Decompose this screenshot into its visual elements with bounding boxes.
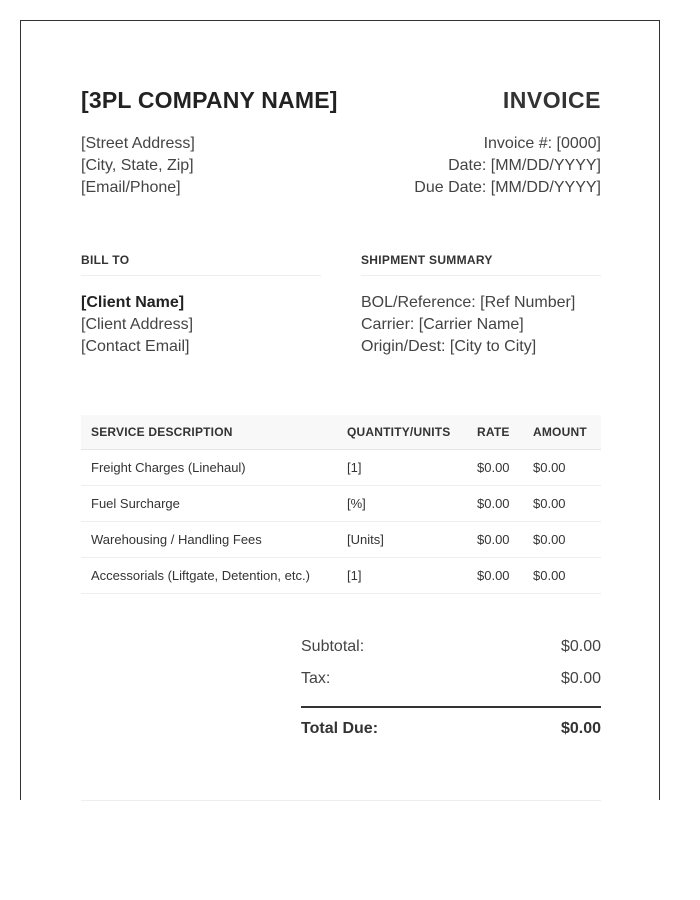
row-rate: $0.00 (467, 558, 523, 594)
row-rate: $0.00 (467, 522, 523, 558)
row-rate: $0.00 (467, 486, 523, 522)
table-header-row (81, 415, 601, 450)
tax-row (301, 668, 601, 690)
invoice-title: INVOICE (502, 87, 601, 113)
row-quantity: [1] (337, 450, 467, 486)
invoice-due-date: Due Date: [MM/DD/YYYY] (414, 179, 601, 196)
row-description: Accessorials (Liftgate, Detention, etc.) (81, 558, 337, 594)
table-row (81, 450, 601, 486)
row-description: Fuel Surcharge (81, 486, 337, 522)
totals-divider (301, 706, 601, 708)
tax-value: $0.00 (560, 670, 601, 687)
total-due-value: $0.00 (560, 720, 601, 737)
invoice-date: Date: [MM/DD/YYYY] (448, 157, 601, 174)
company-street: [Street Address] (81, 135, 195, 152)
address-block (81, 133, 601, 199)
column-header-rate: RATE (467, 415, 523, 450)
invoice-number: Invoice #: [0000] (483, 135, 601, 152)
row-amount: $0.00 (523, 486, 601, 522)
bol-reference: BOL/Reference: [Ref Number] (361, 294, 576, 311)
subtotal-value: $0.00 (560, 638, 601, 655)
client-name: [Client Name] (81, 294, 185, 311)
total-due-label: Total Due: (301, 720, 379, 737)
parties-section (81, 253, 601, 358)
service-items-table (81, 415, 601, 594)
total-due-row (301, 718, 601, 740)
table-row (81, 522, 601, 558)
invoice-meta (414, 133, 601, 199)
company-city: [City, State, Zip] (81, 157, 194, 174)
subtotal-row (301, 636, 601, 658)
row-description: Freight Charges (Linehaul) (81, 450, 337, 486)
table-row (81, 486, 601, 522)
column-header-amount: AMOUNT (523, 415, 601, 450)
subtotal-label: Subtotal: (301, 638, 365, 655)
row-quantity: [Units] (337, 522, 467, 558)
carrier-name: Carrier: [Carrier Name] (361, 316, 524, 333)
company-contact: [Email/Phone] (81, 179, 181, 196)
totals-block (301, 636, 601, 740)
column-header-description: SERVICE DESCRIPTION (81, 415, 337, 450)
footer-divider (81, 800, 601, 801)
table-row (81, 558, 601, 594)
bill-to-heading: BILL TO (81, 253, 321, 276)
row-amount: $0.00 (523, 522, 601, 558)
invoice-header (81, 81, 601, 117)
invoice-content (81, 81, 601, 740)
shipment-summary-heading: SHIPMENT SUMMARY (361, 253, 601, 276)
shipment-summary-section (361, 253, 601, 358)
row-rate: $0.00 (467, 450, 523, 486)
row-amount: $0.00 (523, 558, 601, 594)
row-quantity: [%] (337, 486, 467, 522)
origin-destination: Origin/Dest: [City to City] (361, 338, 537, 355)
client-address: [Client Address] (81, 316, 194, 333)
bill-to-section (81, 253, 321, 358)
company-name: [3PL COMPANY NAME] (81, 87, 338, 113)
client-email: [Contact Email] (81, 338, 190, 355)
column-header-quantity: QUANTITY/UNITS (337, 415, 467, 450)
tax-label: Tax: (301, 670, 331, 687)
company-address (81, 133, 195, 199)
row-description: Warehousing / Handling Fees (81, 522, 337, 558)
invoice-sheet (20, 20, 660, 800)
row-quantity: [1] (337, 558, 467, 594)
row-amount: $0.00 (523, 450, 601, 486)
